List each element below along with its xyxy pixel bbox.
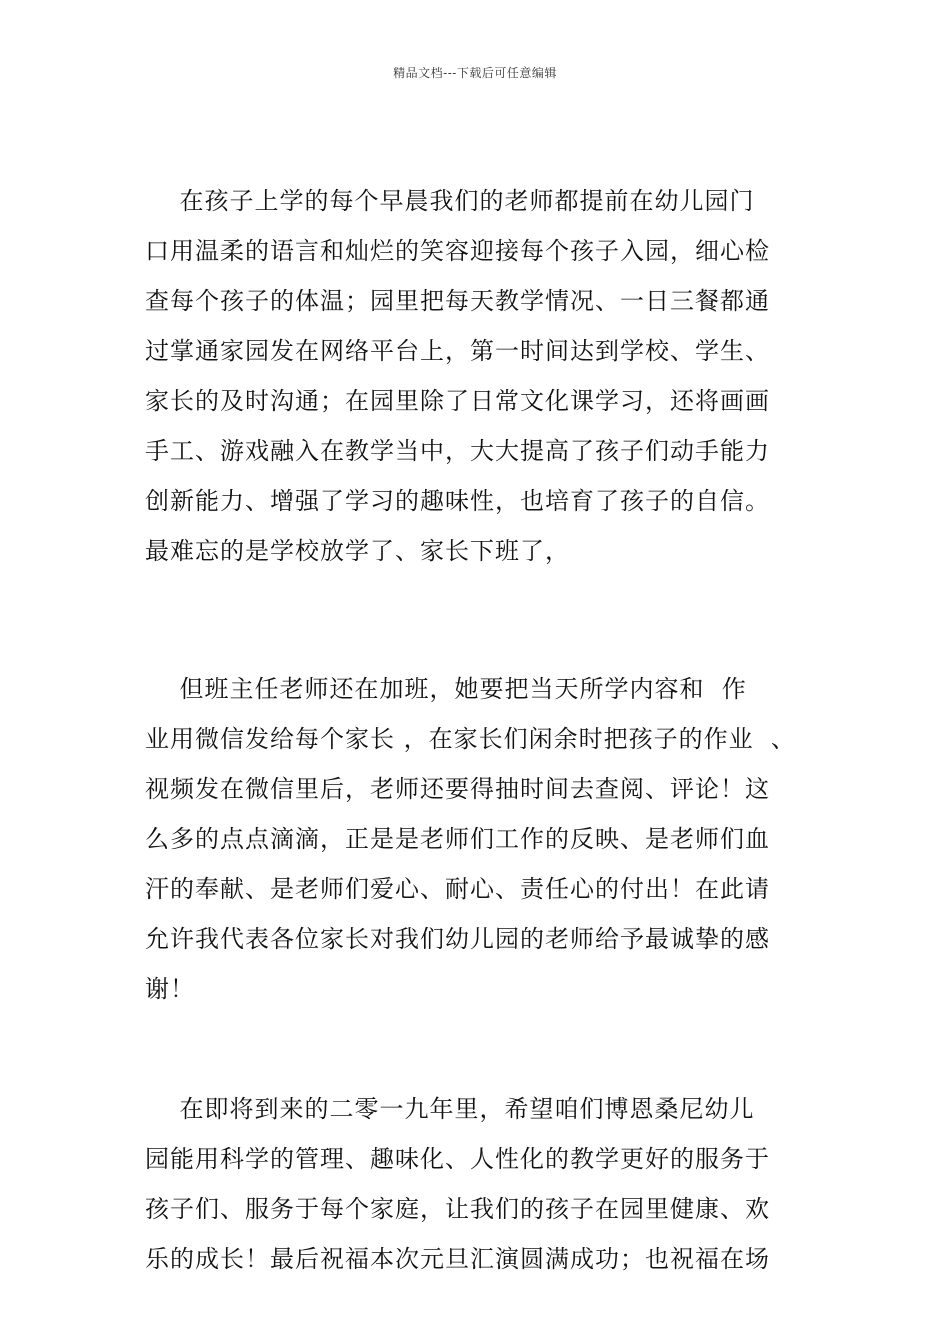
text-line: 园能用科学的管理、趣味化、人性化的教学更好的服务于 <box>145 1145 770 1173</box>
text-line: 么多的点点滴滴，正是是老师们工作的反映、是老师们血 <box>145 825 770 853</box>
paragraph-spacer <box>145 576 815 664</box>
text-line: 汗的奉献、是老师们爱心、耐心、责任心的付出！在此请 <box>145 875 770 903</box>
text-line: 在孩子上学的每个早晨我们的老师都提前在幼儿园门 <box>145 187 755 215</box>
text-line: 孩子们、服务于每个家庭，让我们的孩子在园里健康、欢 <box>145 1195 770 1223</box>
paragraph-3 <box>145 1084 815 1284</box>
paragraph-spacer <box>145 1014 815 1084</box>
text-line: 最难忘的是学校放学了、家长下班了， <box>145 537 570 565</box>
text-line: 谢！ <box>145 975 195 1003</box>
document-body <box>145 176 815 1284</box>
text-line: 手工、游戏融入在教学当中，大大提高了孩子们动手能力 <box>145 437 770 465</box>
text-line: 业用微信发给每个家长 ，在家长们闲余时把孩子的作业 、 <box>145 725 796 753</box>
text-line: 视频发在微信里后，老师还要得抽时间去查阅、评论！这 <box>145 775 770 803</box>
text-line: 查每个孩子的体温；园里把每天教学情况、一日三餐都通 <box>145 287 770 315</box>
text-line: 在即将到来的二零一九年里，希望咱们博恩桑尼幼儿 <box>145 1095 755 1123</box>
text-line: 但班主任老师还在加班，她要把当天所学内容和 作 <box>145 675 747 703</box>
text-line: 乐的成长！最后祝福本次元旦汇演圆满成功；也祝福在场 <box>145 1245 770 1273</box>
text-line: 允许我代表各位家长对我们幼儿园的老师给予最诚挚的感 <box>145 925 770 953</box>
text-line: 家长的及时沟通；在园里除了日常文化课学习，还将画画 <box>145 387 770 415</box>
text-line: 过掌通家园发在网络平台上，第一时间达到学校、学生、 <box>145 337 770 365</box>
text-line: 口用温柔的语言和灿烂的笑容迎接每个孩子入园，细心检 <box>145 237 770 265</box>
page-header: 精品文档---下载后可任意编辑 <box>393 66 557 80</box>
paragraph-1 <box>145 176 815 576</box>
paragraph-2 <box>145 664 815 1014</box>
text-line: 创新能力、增强了学习的趣味性，也培育了孩子的自信。 <box>145 487 770 515</box>
